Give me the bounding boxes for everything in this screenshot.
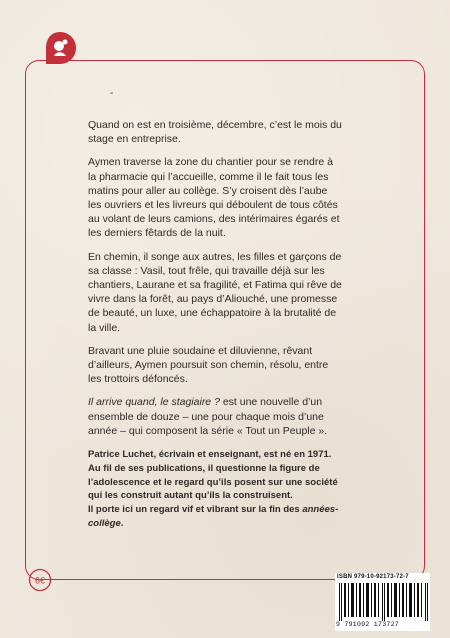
paragraph-2: Aymen traverse la zone du chantier pour se rendre à la pharmacie qui l’accueille, comme il le fait tous les matins pour aller au collège. S’y croisent dès l’aube les ouvriers et les livreurs qui déboulent de tous côtés au volant de leurs camions, des intérimaires égarés et les derniers fêtards de la nuit.	[88, 156, 340, 240]
price-badge	[28, 568, 52, 592]
book-title: Il arrive quand, le stagiaire ?	[88, 396, 220, 409]
dash-mark: -	[110, 88, 114, 99]
price-text: 6€	[34, 575, 46, 586]
isbn-label: ISBN 979-10-92173-72-7	[337, 574, 409, 580]
paragraph-3: En chemin, il songe aux autres, les filles et garçons de sa classe : Vasil, tout frêle, qui travaille déjà sur les chantiers, Laurane et sa fragilité, et Fatima qui rêve de vivre dans la forêt, au pays d’Aliouché, une promesse de beauté, un luxe, une échappatoire à la brutalité de la ville.	[88, 250, 342, 334]
author-line-3	[88, 503, 342, 531]
author-bio	[88, 448, 342, 531]
publisher-logo-icon	[42, 30, 78, 66]
author-line-2: Au fil de ses publications, il questionne la figure de l’adolescence et le regard qu’ils posent sur une société qui les construit autant qu’ils la construisent.	[88, 462, 338, 502]
author-line-3-em: années-collège	[88, 504, 339, 530]
series-paragraph	[88, 395, 342, 438]
back-cover-text	[88, 118, 342, 531]
barcode-icon	[339, 583, 429, 621]
paragraph-4: Bravant une pluie soudaine et diluvienne, rêvant d’ailleurs, Aymen poursuit son chemin, résolu, entre les trottoirs défoncés.	[88, 344, 329, 386]
author-line-3-end: .	[120, 518, 124, 530]
author-line-3-start: Il porte ici un regard vif et vibrant sur la fin des	[88, 504, 303, 516]
author-line-1: Patrice Luchet, écrivain et enseignant, est né en 1971.	[88, 449, 332, 461]
series-description: est une nouvelle d’un ensemble de douze – une pour chaque mois d’une année – qui composent la série « Tout un Peuple ».	[88, 396, 328, 437]
paragraph-1: Quand on est en troisième, décembre, c’est le mois du stage en entreprise.	[88, 119, 342, 146]
barcode-number: 9 791092 173727	[336, 621, 400, 628]
